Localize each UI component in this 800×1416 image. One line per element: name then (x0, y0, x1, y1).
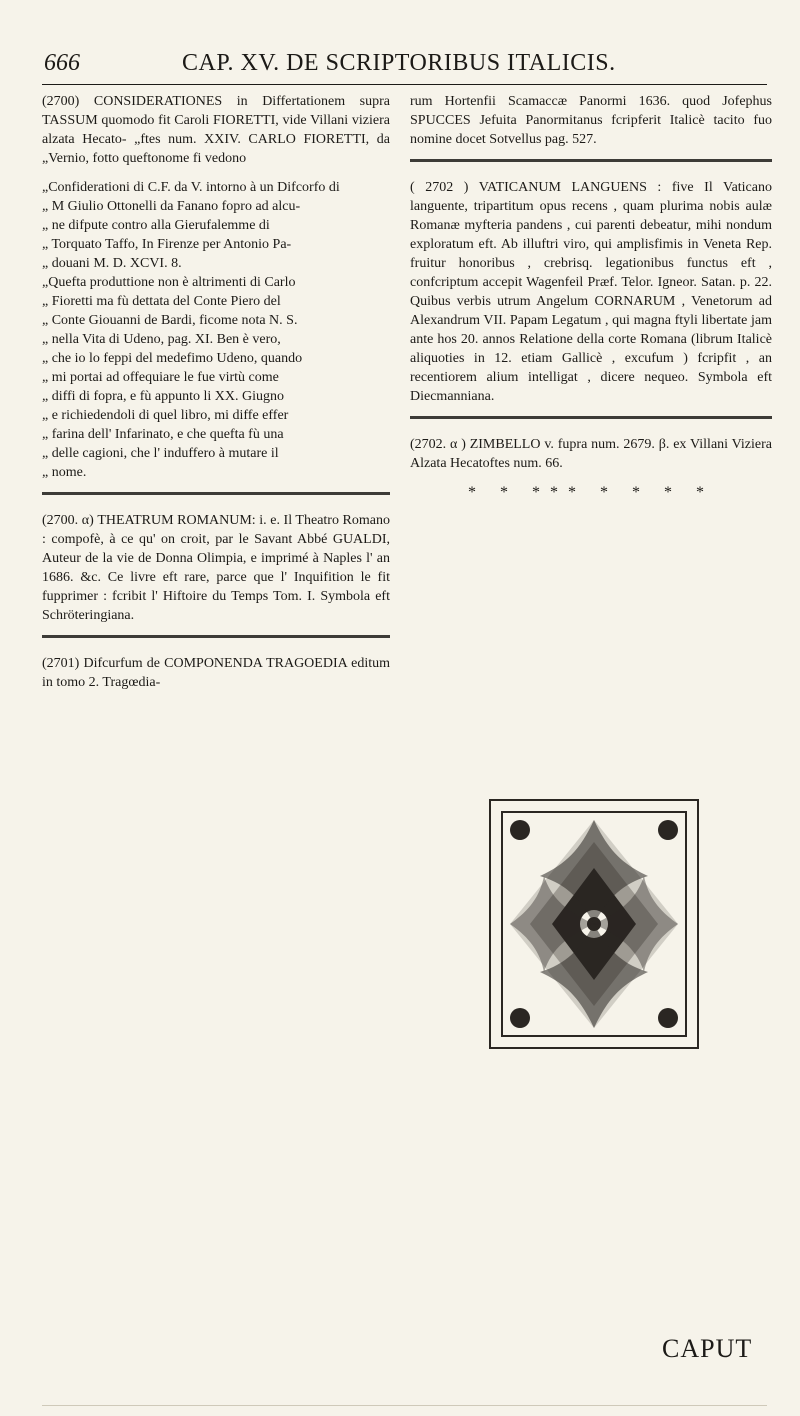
quote-line: „ Conte Giouanni de Bardi, ficome nota N. S. (42, 313, 298, 328)
quote-line: „ ne difpute contro alla Gierufalemme di (42, 218, 270, 233)
quote-line: „ mi portai ad offequiare le fue virtù come (42, 370, 279, 385)
entry-2702a-text: (2702. α ) ZIMBELLO v. fupra num. 2679. β. ex Villani Viziera Alzata Hecatoftes num. 66. (410, 437, 772, 471)
quote-line: „ che io lo feppi del medefimo Udeno, quando (42, 351, 303, 366)
quote-line: „ Torquato Taffo, In Firenze per Antonio Pa- (42, 237, 292, 252)
right-column (410, 92, 772, 502)
quote-line: „ nella Vita di Udeno, pag. XI. Ben è vero, (42, 332, 281, 347)
floral-diamond-ornament-icon (470, 780, 718, 1068)
entry-2701-continued-text: rum Hortenfii Scamaccæ Panormi 1636. quod Jofephus SPUCCES Jefuita Panormitanus fcripferit Italicè tacito fuo nomine docet Sotvellus pag. 527. (410, 94, 772, 147)
page-number: 666 (44, 50, 80, 76)
quote-line: „Confiderationi di C.F. da V. intorno à un Difcorfo di (42, 180, 340, 195)
section-rule (42, 635, 390, 638)
quote-line: „ delle cagioni, che l' induffero à mutare il (42, 446, 279, 461)
left-column (42, 92, 390, 702)
entry-2702-text: ( 2702 ) VATICANUM LANGUENS : five Il Vaticano languente, tripartitum opus recens , quam plurima nobis aulæ Romanæ myfteria pandens , cui parenti debeatur, mihi nondum exploratum eft. Ab illuftri viro, qui amplisfimis in Veneta Rep. fruitur honoribus , crebrisq. legationibus functus eft , confcriptum accepit Wagenfeil Præf. Telor. Igneor. Satan. p. 22. Quibus verbis utrum Angelum CORNARUM , Venetorum ad Alexandrum VII. Papam Legatum , qui magna ftyli libertate jam ante hos 20. annos Relatione della corte Romana (librum Italicè aliquoties in 12. etiam Gallicè , excufum ) fcripfit , an recentiorem alium intelligat , dicere nequeo. Symbola eft Diecmanniana. (410, 180, 772, 404)
quote-line: „ diffi di fopra, e fù appunto li XX. Giugno (42, 389, 284, 404)
quote-line: „Quefta produttione non è altrimenti di Carlo (42, 275, 296, 290)
quote-block (42, 178, 390, 482)
quote-line: „ e richiedendoli di quel libro, mi diffe effer (42, 408, 289, 423)
entry-2700a-text: (2700. α) THEATRUM ROMANUM: i. e. Il Theatro Romano : compofè, à ce qu' on croit, par le Savant Abbé GUALDI, Auteur de la vie de Donna Olimpia, e imprimé à Naples l' an 1686. &c. Ce livre eft rare, parce que l' Inquifition le fit fupprimer : fcribit l' Hiftoire du Temps Tom. I. Symbola eft Schröteringiana. (42, 513, 390, 623)
entry-2700a (42, 511, 390, 625)
catchword: CAPUT (662, 1334, 753, 1363)
entry-2701-text: (2701) Difcurfum de COMPONENDA TRAGOEDIA editum in tomo 2. Tragœdia- (42, 656, 390, 690)
running-head (42, 48, 767, 85)
entry-2702 (410, 178, 772, 406)
page-edge (42, 1405, 767, 1406)
entry-2701-continued (410, 92, 772, 149)
quote-line: „ nome. (42, 465, 87, 480)
quote-line: „ douani M. D. XCVI. 8. (42, 256, 182, 271)
quote-line: „ Fioretti ma fù dettata del Conte Piero del (42, 294, 281, 309)
running-title: CAP. XV. DE SCRIPTORIBUS ITALICIS. (182, 50, 616, 76)
quote-line: „ farina dell' Infarinato, e che quefta fù una (42, 427, 284, 442)
entry-2700-text: (2700) CONSIDERATIONES in Differtationem supra TASSUM quomodo fit Caroli FIORETTI, vide Villani viziera alzata Hecato- „ftes num. XXIV. CARLO FIORETTI, da „Vernio, fotto queftonome fi vedono (42, 94, 390, 166)
section-rule (410, 416, 772, 419)
entry-2700 (42, 92, 390, 168)
quote-line: „ M Giulio Ottonelli da Fanano fopro ad alcu- (42, 199, 301, 214)
section-rule (410, 159, 772, 162)
entry-2702a (410, 435, 772, 473)
section-rule (42, 492, 390, 495)
entry-2701 (42, 654, 390, 692)
asterism: * * *** * * * * (468, 484, 714, 501)
